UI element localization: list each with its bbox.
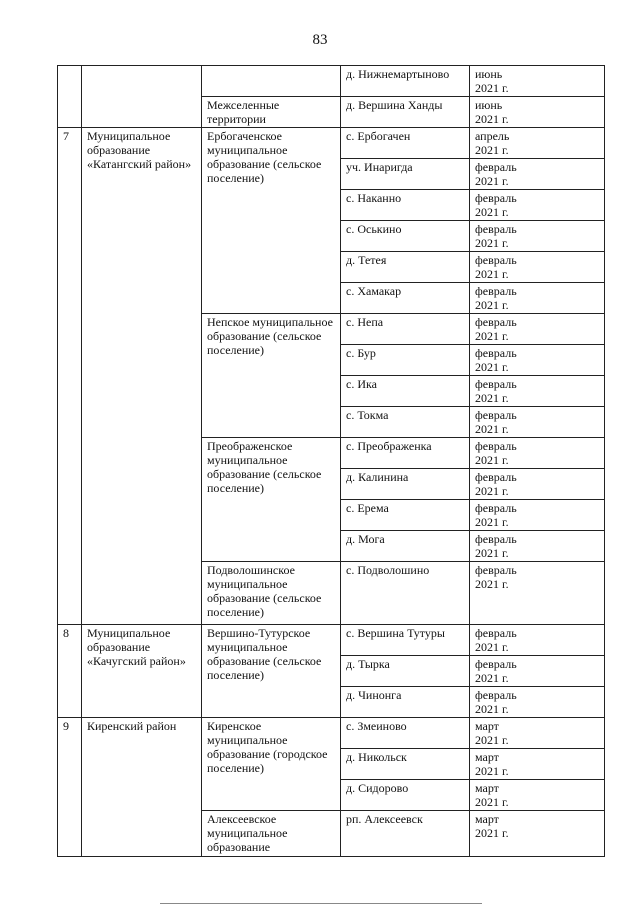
date-cell bbox=[470, 252, 605, 283]
date-cell bbox=[470, 562, 605, 625]
date-year: 2021 г. bbox=[475, 640, 509, 654]
row-number-cell: 9 bbox=[58, 718, 82, 857]
page-number: 83 bbox=[312, 32, 328, 48]
date-cell bbox=[470, 221, 605, 252]
date-cell bbox=[470, 97, 605, 128]
date-month: февраль bbox=[475, 253, 517, 267]
date-cell bbox=[470, 438, 605, 469]
settlement-cell: д. Тырка bbox=[341, 656, 470, 687]
date-year: 2021 г. bbox=[475, 515, 509, 529]
settlement-cell: рп. Алексеевск bbox=[341, 811, 470, 857]
date-year: 2021 г. bbox=[475, 795, 509, 809]
date-month: июнь bbox=[475, 67, 503, 81]
table-row bbox=[58, 66, 605, 97]
date-cell bbox=[470, 159, 605, 190]
subdivision-cell: Киренское муниципальное образование (городское поселение) bbox=[202, 718, 341, 811]
subdivision-cell: Подволошинское муниципальное образование (сельское поселение) bbox=[202, 562, 341, 625]
date-year: 2021 г. bbox=[475, 360, 509, 374]
settlement-cell: с. Змеиново bbox=[341, 718, 470, 749]
date-cell bbox=[470, 718, 605, 749]
date-cell bbox=[470, 687, 605, 718]
settlement-cell: д. Вершина Ханды bbox=[341, 97, 470, 128]
settlement-cell: с. Хамакар bbox=[341, 283, 470, 314]
subdivision-cell: Ербогаченское муниципальное образование (сельское поселение) bbox=[202, 128, 341, 314]
date-cell bbox=[470, 531, 605, 562]
date-cell bbox=[470, 128, 605, 159]
date-year: 2021 г. bbox=[475, 143, 509, 157]
date-cell bbox=[470, 469, 605, 500]
date-cell bbox=[470, 749, 605, 780]
date-year: 2021 г. bbox=[475, 764, 509, 778]
date-year: 2021 г. bbox=[475, 298, 509, 312]
settlement-cell: с. Наканно bbox=[341, 190, 470, 221]
settlement-cell: с. Ербогачен bbox=[341, 128, 470, 159]
row-number-cell: 8 bbox=[58, 625, 82, 718]
subdivision-cell: Межселенные территории bbox=[202, 97, 341, 128]
date-year: 2021 г. bbox=[475, 174, 509, 188]
settlement-cell: с. Преображенка bbox=[341, 438, 470, 469]
date-month: февраль bbox=[475, 408, 517, 422]
date-year: 2021 г. bbox=[475, 826, 509, 840]
date-cell bbox=[470, 625, 605, 656]
date-cell bbox=[470, 345, 605, 376]
settlement-cell: с. Подволошино bbox=[341, 562, 470, 625]
date-cell bbox=[470, 500, 605, 531]
subdivision-cell: Преображенское муниципальное образование (сельское поселение) bbox=[202, 438, 341, 562]
settlement-cell: уч. Инаригда bbox=[341, 159, 470, 190]
date-year: 2021 г. bbox=[475, 484, 509, 498]
date-month: март bbox=[475, 781, 499, 795]
date-month: февраль bbox=[475, 222, 517, 236]
date-month: февраль bbox=[475, 191, 517, 205]
settlement-cell: с. Непа bbox=[341, 314, 470, 345]
municipality-cell: Муниципальное образование «Качугский район» bbox=[82, 625, 202, 718]
date-month: февраль bbox=[475, 315, 517, 329]
date-year: 2021 г. bbox=[475, 81, 509, 95]
settlement-schedule-table bbox=[57, 65, 605, 857]
date-cell bbox=[470, 283, 605, 314]
settlement-cell: с. Оськино bbox=[341, 221, 470, 252]
subdivision-cell: Непское муниципальное образование (сельское поселение) bbox=[202, 314, 341, 438]
date-year: 2021 г. bbox=[475, 702, 509, 716]
date-year: 2021 г. bbox=[475, 546, 509, 560]
row-number-cell: 7 bbox=[58, 128, 82, 625]
date-year: 2021 г. bbox=[475, 671, 509, 685]
settlement-cell: д. Никольск bbox=[341, 749, 470, 780]
date-cell bbox=[470, 780, 605, 811]
date-month: апрель bbox=[475, 129, 510, 143]
date-cell bbox=[470, 656, 605, 687]
subdivision-cell bbox=[202, 66, 341, 97]
row-number-cell bbox=[58, 66, 82, 128]
settlement-cell: д. Сидорово bbox=[341, 780, 470, 811]
subdivision-cell: Вершино-Тутурское муниципальное образование (сельское поселение) bbox=[202, 625, 341, 718]
date-cell bbox=[470, 811, 605, 857]
settlement-cell: с. Ика bbox=[341, 376, 470, 407]
settlement-cell: д. Нижнемартыново bbox=[341, 66, 470, 97]
settlement-cell: с. Бур bbox=[341, 345, 470, 376]
date-month: февраль bbox=[475, 284, 517, 298]
date-year: 2021 г. bbox=[475, 577, 509, 591]
date-month: февраль bbox=[475, 346, 517, 360]
settlement-cell: с. Вершина Тутуры bbox=[341, 625, 470, 656]
date-year: 2021 г. bbox=[475, 329, 509, 343]
date-month: февраль bbox=[475, 160, 517, 174]
settlement-cell: с. Токма bbox=[341, 407, 470, 438]
date-month: февраль bbox=[475, 688, 517, 702]
settlement-cell: д. Калинина bbox=[341, 469, 470, 500]
date-year: 2021 г. bbox=[475, 267, 509, 281]
date-month: февраль bbox=[475, 470, 517, 484]
date-month: февраль bbox=[475, 501, 517, 515]
municipality-cell: Киренский район bbox=[82, 718, 202, 857]
date-year: 2021 г. bbox=[475, 733, 509, 747]
date-month: февраль bbox=[475, 377, 517, 391]
municipality-cell: Муниципальное образование «Катангский район» bbox=[82, 128, 202, 625]
municipality-cell bbox=[82, 66, 202, 128]
date-month: февраль bbox=[475, 626, 517, 640]
date-year: 2021 г. bbox=[475, 205, 509, 219]
date-year: 2021 г. bbox=[475, 236, 509, 250]
subdivision-cell: Алексеевское муниципальное образование bbox=[202, 811, 341, 857]
settlement-cell: с. Ерема bbox=[341, 500, 470, 531]
date-month: февраль bbox=[475, 532, 517, 546]
date-month: февраль bbox=[475, 657, 517, 671]
settlement-cell: д. Мога bbox=[341, 531, 470, 562]
date-month: февраль bbox=[475, 563, 517, 577]
date-cell bbox=[470, 66, 605, 97]
table-row bbox=[58, 128, 605, 159]
table-row bbox=[58, 718, 605, 749]
date-cell bbox=[470, 407, 605, 438]
date-year: 2021 г. bbox=[475, 391, 509, 405]
date-month: июнь bbox=[475, 98, 503, 112]
date-month: март bbox=[475, 750, 499, 764]
table-row bbox=[58, 625, 605, 656]
date-month: март bbox=[475, 812, 499, 826]
date-cell bbox=[470, 376, 605, 407]
date-cell bbox=[470, 190, 605, 221]
settlement-cell: д. Чинонга bbox=[341, 687, 470, 718]
date-year: 2021 г. bbox=[475, 112, 509, 126]
date-month: февраль bbox=[475, 439, 517, 453]
date-year: 2021 г. bbox=[475, 422, 509, 436]
date-month: март bbox=[475, 719, 499, 733]
bottom-rule bbox=[160, 903, 482, 904]
date-cell bbox=[470, 314, 605, 345]
settlement-cell: д. Тетея bbox=[341, 252, 470, 283]
date-year: 2021 г. bbox=[475, 453, 509, 467]
